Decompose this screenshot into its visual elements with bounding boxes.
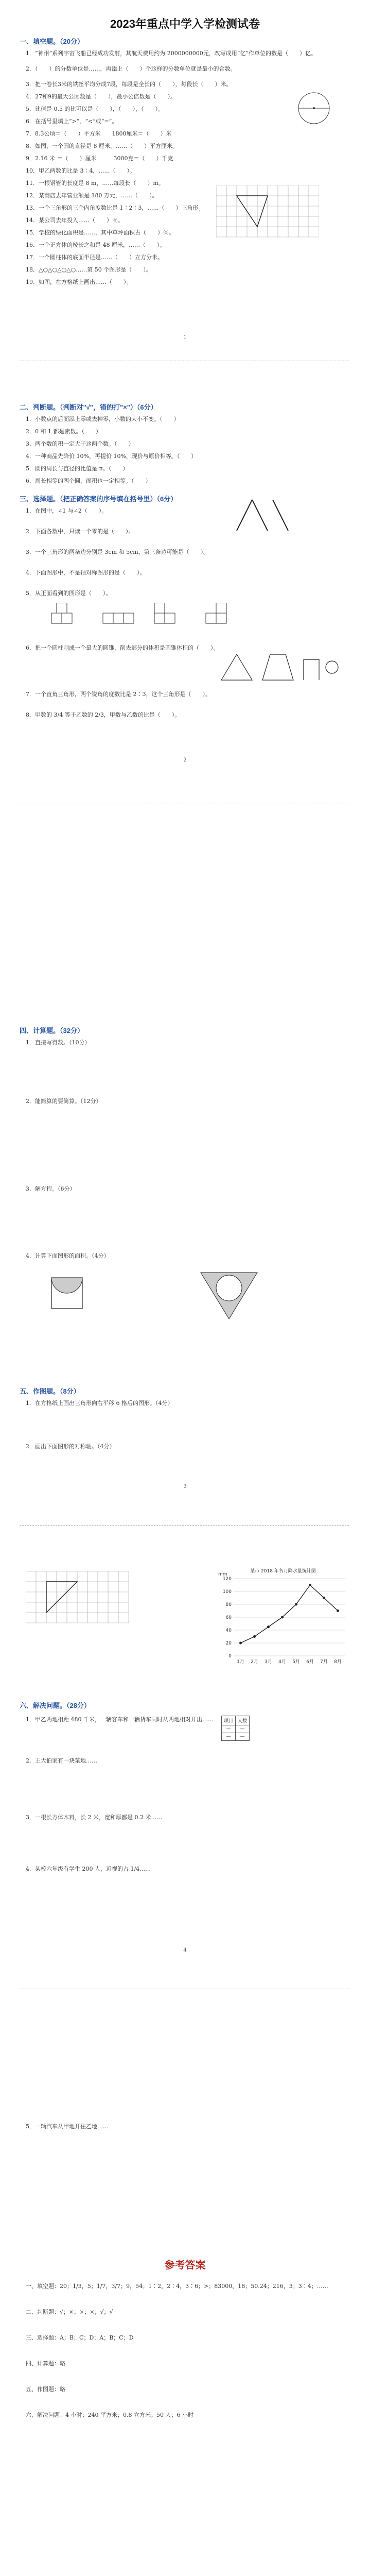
calc-figure-right — [196, 1267, 268, 1324]
answer-section-2: 二、判断题：√；×；×；×；√；√ — [26, 2309, 113, 2315]
series-line — [241, 1585, 338, 1643]
x-tick-label: 1月 — [237, 1659, 244, 1665]
x-tick-label: 4月 — [278, 1659, 286, 1665]
fill-q19: 19．如图，在方格纸上画出……（ ）。 — [26, 279, 132, 285]
answer-section-5: 五、作图题：略 — [26, 2386, 65, 2393]
section-calc-heading: 四、计算题。（32分） — [20, 1027, 84, 1035]
solve-q2: 2．王大伯家有一块菜地…… — [26, 1757, 97, 1764]
choice-q4: 4．下面图形中，不是轴对称图形的是（ ）。 — [26, 569, 146, 576]
calc-q3: 3．解方程。（6分） — [26, 1185, 76, 1192]
x-tick-label: 7月 — [320, 1659, 328, 1665]
circle-figure — [288, 88, 340, 129]
table-cell: 人数 — [236, 1716, 250, 1725]
fill-q16: 16．一个正方体的棱长之和是 48 厘米，……（ ）。 — [26, 242, 166, 248]
fill-q10: 10．甲乙两数的比是 3∶4，……（ ）。 — [26, 167, 135, 174]
data-point — [253, 1635, 256, 1638]
solve-q1: 1．甲乙两地相距 480 千米，一辆客车和一辆货车同时从两地相对开出…… — [26, 1716, 214, 1723]
page-number: 1 — [183, 335, 187, 341]
data-point — [323, 1597, 325, 1599]
y-tick-label: 40 — [225, 1628, 232, 1633]
choice-q8: 8．甲数的 3/4 等于乙数的 2/3，甲数与乙数的比是（ ）。 — [26, 711, 181, 718]
page-divider — [20, 1525, 349, 1526]
section-choice-heading: 三、选择题。（把正确答案的序号填在括号里）（6分） — [20, 495, 178, 503]
judge-q3: 3．两个数的积一定大于这两个数。（ ） — [26, 440, 134, 447]
draw-q2: 2．画出下面图形的对称轴。（4分） — [26, 1443, 115, 1450]
data-point — [267, 1625, 270, 1628]
fill-q14: 14．某公司去年投入……（ ）％。 — [26, 217, 124, 224]
fill-q8: 8．如图，一个圆的直径是 8 厘米，……（ ）平方厘米。 — [26, 143, 178, 149]
page-number: 4 — [183, 1947, 187, 1953]
answer-section-6: 六、解决问题：4 小时；240 平方米；0.8 立方米；50 人；6 小时 — [26, 2412, 193, 2418]
fill-q5: 5．比值是 0.5 的比可以是（ ），（ ），（ ）。 — [26, 106, 164, 112]
table-cell: 项目 — [222, 1716, 236, 1725]
angle-figure — [232, 495, 293, 536]
choice-q2: 2．下面各数中，只读一个零的是（ ）。 — [26, 528, 134, 535]
section-fill-heading: 一、填空题。（20分） — [20, 38, 84, 45]
solve-q5: 5．一辆汽车从甲地开往乙地…… — [26, 2123, 109, 2130]
fill-q11: 11．一根钢管的长度是 8 m，……每段长（ ）m。 — [26, 180, 164, 187]
data-point — [281, 1616, 284, 1619]
choice-q3: 3．一个三角形的两条边分别是 3cm 和 5cm，第三条边可能是（ ）。 — [26, 549, 209, 555]
answer-section-1: 一、填空题：20；1/3，5；1/7，3/7；9，54；1∶2，2∶4，3∶6；>；83000，18；50.24；216，3；3∶4；…… — [26, 2283, 328, 2290]
data-point — [309, 1584, 311, 1586]
y-tick-label: 120 — [222, 1577, 232, 1582]
judge-q4: 4．一种商品先降价 10%，再提价 10%，现价与原价相等。（ ） — [26, 453, 197, 460]
fill-q15: 15．学校的绿化面积是……，其中草坪面积占（ ）％。 — [26, 229, 174, 236]
fill-q18: 18．△○△○△○△○……第 50 个图形是（ ）。 — [26, 266, 152, 273]
cube-views-figure — [46, 603, 262, 634]
data-point — [337, 1609, 339, 1612]
fill-q12: 12．某商店去年营业额是 180 万元，……（ ）。 — [26, 192, 158, 199]
judge-q1: 1．小数点的后面添上零或去掉零，小数的大小不变。（ ） — [26, 416, 180, 422]
choice-q1: 1．在图中，∠1 与∠2（ ）。 — [26, 507, 108, 514]
x-tick-label: 8月 — [334, 1659, 342, 1665]
grid-triangle-figure — [216, 185, 319, 242]
fill-q7: 7．8.3公顷＝（ ）平方米 1800厘米＝（ ）米 — [26, 130, 172, 137]
chart-title: 某市 2018 年各月降水量统计图 — [250, 1569, 316, 1574]
judge-q2: 2．0 和 1 都是素数。（ ） — [26, 428, 101, 435]
judge-q5: 5．圆的周长与直径的比值是 π。（ ） — [26, 465, 129, 472]
y-tick-label: 80 — [225, 1602, 232, 1607]
y-tick-label: 60 — [225, 1615, 232, 1620]
choice-q6: 6．把一个圆柱削成一个最大的圆锥，削去部分的体积是圆锥体积的（ ）。 — [26, 645, 219, 651]
judge-q6: 6．周长相等的两个圆，面积也一定相等。（ ） — [26, 478, 151, 484]
section-draw-heading: 五、作图题。（8分） — [20, 1387, 80, 1395]
page-number: 2 — [183, 757, 187, 763]
section-judge-heading: 二、判断题。（判断对"√"，错的打"×"）（6分） — [20, 403, 157, 411]
fill-q13: 13．一个三角形的三个内角度数比是 1∶2∶3，……（ ）三角形。 — [26, 205, 204, 211]
fill-q6: 6．在括号里填上“>”、“<”或“=”。 — [26, 118, 118, 125]
fill-q3: 3．把一卷长3米的铁丝平均分成7段，每段是全长的（ ），每段长（ ）米。 — [26, 81, 232, 88]
solve-q3: 3．一根长方体木料，长 2 米，宽和厚都是 0.2 米…… — [26, 1814, 163, 1821]
x-tick-label: 6月 — [306, 1659, 314, 1665]
stat-table — [221, 1716, 250, 1741]
data-point — [239, 1642, 242, 1645]
answer-title: 参考答案 — [164, 2260, 206, 2271]
table-cell: — — [236, 1725, 250, 1733]
fill-q4: 4．27和9的最大公因数是（ ），最小公倍数是（ ）。 — [26, 93, 176, 100]
calc-q4: 4．计算下面图形的面积。（4分） — [26, 1252, 110, 1259]
section-solve-heading: 六、解决问题。（28分） — [20, 1702, 91, 1709]
y-tick-label: 100 — [222, 1589, 232, 1595]
y-tick-label: 20 — [225, 1641, 232, 1646]
table-cell: — — [236, 1733, 250, 1741]
document-title: 2023年重点中学入学检测试卷 — [110, 18, 260, 30]
shapes-figure — [216, 649, 340, 685]
calc-q1: 1．直接写得数。（10分） — [26, 1039, 91, 1046]
data-point — [295, 1603, 297, 1606]
draw-q1: 1．在方格纸上画出三角形向右平移 6 格后的图形。（4分） — [26, 1400, 173, 1406]
x-tick-label: 3月 — [265, 1659, 272, 1665]
choice-q7: 7．一个直角三角形，两个锐角的度数比是 2∶3，这个三角形是（ ）。 — [26, 691, 211, 698]
line-chart — [216, 1566, 350, 1669]
table-cell: — — [222, 1725, 236, 1733]
choice-q5: 5．从正面看到的图形是（ ）。 — [26, 590, 112, 597]
fill-q17: 17．一个圆柱体的底面半径是……（ ）立方分米。 — [26, 254, 163, 261]
fill-q2: 2．（ ）的分数单位是……，再添上（ ）个这样的分数单位就是最小的合数。 — [26, 65, 236, 72]
page-number: 3 — [183, 1484, 187, 1489]
calc-q2: 2．能简算的要简算。（12分） — [26, 1098, 102, 1105]
y-axis-label: mm — [218, 1572, 227, 1577]
answer-section-4: 四、计算题：略 — [26, 2360, 65, 2367]
draw-grid-figure — [26, 1571, 129, 1633]
table-cell: — — [222, 1733, 236, 1741]
y-tick-label: 0 — [228, 1654, 232, 1659]
fill-q1: 1．“神州”系列宇宙飞船已经成功发射，其航天费用约为 2000000000元，改写成用“亿”作单位的数是（ ）亿。 — [26, 50, 316, 57]
calc-figure-left — [46, 1267, 108, 1319]
answer-section-3: 三、选择题：A；B；C；D；A；B；C；D — [26, 2334, 134, 2341]
x-tick-label: 5月 — [292, 1659, 300, 1665]
x-tick-label: 2月 — [251, 1659, 258, 1665]
solve-q4: 4．某校六年级有学生 200 人，近视的占 1/4…… — [26, 1866, 151, 1872]
fill-q9: 9．2.16 米 ＝（ ）厘米 3000克＝（ ）千克 — [26, 155, 173, 162]
